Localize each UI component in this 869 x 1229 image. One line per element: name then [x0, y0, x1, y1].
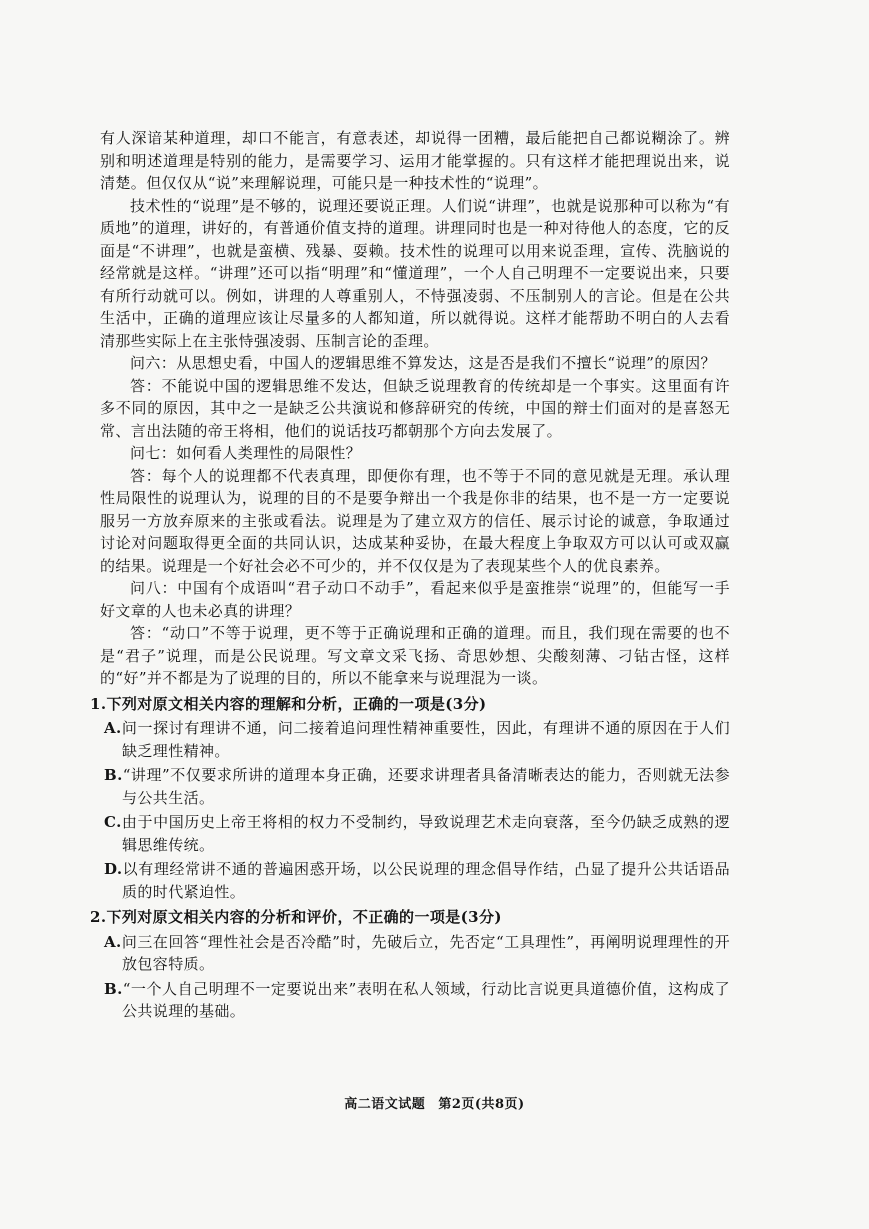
option-label: B.: [104, 979, 123, 998]
option-text: 以有理经常讲不通的普遍困惑开场，以公民说理的理念倡导作结，凸显了提升公共话语品质的时代紧迫性。: [122, 860, 730, 901]
interview-question: 问七：如何看人类理性的局限性？: [130, 444, 362, 462]
option-c: [90, 811, 730, 856]
option-text: 问三在回答“理性社会是否冷酷”时，先破后立，先否定“工具理性”，再阐明说理理性的开放包容特质。: [121, 932, 730, 973]
page-footer: [0, 1093, 869, 1112]
question-1: [90, 693, 730, 904]
option-label: C.: [104, 813, 122, 831]
interview-answer: 答：“动口”不等于说理，更不等于正确说理和正确的道理。而且，我们现在需要的也不是“君子”说理，而是公民说理。写文章文采飞扬、奇思妙想、尖酸刻薄、刁钻古怪，这样的“好”并不都是为了说理的目的，所以不能拿来与说理混为一谈。: [100, 624, 730, 687]
interview-answer: 答：每个人的说理都不代表真理，即便你有理，也不等于不同的意见就是无理。承认理性局限性的说理认为，说理的目的不是要争辩出一个我是你非的结果，也不是一方一定要说服另一方放弃原来的主张或看法。说理是为了建立双方的信任、展示讨论的诚意，争取通过讨论对问题取得更全面的共同认识，达成某种妥协，在最大程度上争取双方可以认可或双赢的结果。说理是一个好社会必不可少的，并不仅仅是为了表现某些个人的优良素养。: [100, 466, 730, 575]
option-label: A.: [104, 719, 122, 737]
option-a: [90, 931, 730, 976]
passage-paragraph: 技术性的“说理”是不够的，说理还要说正理。人们说“讲理”，也就是说那种可以称为“有质地”的道理，讲好的，有普通价值支持的道理。讲理同时也是一种对待他人的态度，它的反面是“不讲理”，也就是蛮横、残暴、耍赖。技术性的说理可以用来说歪理，宣传、洗脑说的经常就是这样。“讲理”还可以指“明理”和“懂道理”，一个人自己明理不一定要说出来，只要有所行动就可以。例如，讲理的人尊重别人，不恃强凌弱、不压制别人的言论。但是在公共生活中，正确的道理应该让尽量多的人都知道，所以就得说。这样才能帮助不明白的人去看清那些实际上在主张恃强凌弱、压制言论的歪理。: [100, 196, 730, 350]
exam-content: [90, 127, 730, 1023]
option-label: D.: [104, 860, 123, 878]
option-text: 由于中国历史上帝王将相的权力不受制约，导致说理艺术走向衰落，至今仍缺乏成熟的逻辑思维传统。: [121, 813, 730, 854]
option-a: [90, 717, 730, 762]
interview-answer: 答：不能说中国的逻辑思维不发达，但缺乏说理教育的传统却是一个事实。这里面有许多不同的原因，其中之一是缺乏公共演说和修辞研究的传统，中国的辩士们面对的是喜怒无常、言出法随的帝王将相，他们的说话技巧都朝那个方向去发展了。: [100, 376, 730, 440]
option-d: [90, 858, 730, 903]
option-text: 问一探讨有理讲不通，问二接着追问理性精神重要性，因此，有理讲不通的原因在于人们缺乏理性精神。: [121, 719, 730, 760]
option-label: B.: [104, 766, 123, 784]
option-b: [90, 978, 730, 1023]
question-2: [90, 906, 730, 1023]
interview-question: 问八：中国有个成语叫“君子动口不动手”，看起来似乎是蛮推崇“说理”的，但能写一手好文章的人也未必真的讲理？: [100, 579, 730, 620]
option-text: “讲理”不仅要求所讲的道理本身正确，还要求讲理者具备清晰表达的能力，否则就无法参与公共生活。: [122, 766, 730, 807]
question-stem: 1.下列对原文相关内容的理解和分析，正确的一项是(3分): [90, 694, 487, 713]
footer-subject: 高二语文试题: [344, 1097, 426, 1112]
passage-paragraph: 有人深谙某种道理，却口不能言，有意表述，却说得一团糟，最后能把自己都说糊涂了。辨别和明述道理是特别的能力，是需要学习、运用才能掌握的。只有这样才能把理说出来，说清楚。但仅仅从“说”来理解说理，可能只是一种技术性的“说理”。: [100, 129, 730, 192]
interview-question: 问六：从思想史看，中国人的逻辑思维不算发达，这是否是我们不擅长“说理”的原因？: [130, 354, 716, 372]
option-text: “一个人自己明理不一定要说出来”表明在私人领域，行动比言说更具道德价值，这构成了公共说理的基础。: [122, 979, 730, 1020]
option-label: A.: [104, 932, 122, 951]
question-stem: 2.下列对原文相关内容的分析和评价，不正确的一项是(3分): [90, 908, 502, 926]
option-b: [90, 764, 730, 809]
footer-page-number: 第2页(共8页): [438, 1097, 525, 1112]
